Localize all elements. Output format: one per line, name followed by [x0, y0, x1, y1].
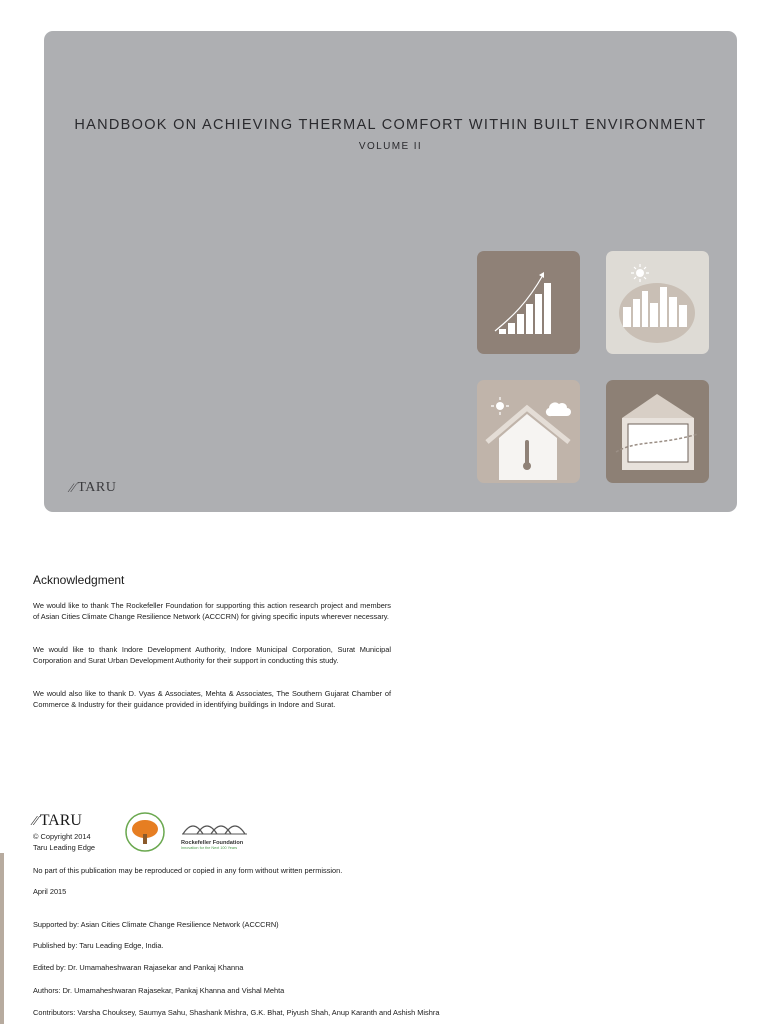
- acknowledgment-paragraph: We would also like to thank D. Vyas & Associates, Mehta & Associates, The Southern Gujarat Chamber of Commerce & Industry for their guidance provided in identifying buildings in Indore and Surat.: [33, 689, 391, 709]
- page-edge-strip: [0, 853, 4, 1024]
- rockefeller-tagline: Innovation for the Next 100 Years: [181, 846, 238, 850]
- copyright-holder: Taru Leading Edge: [33, 843, 96, 852]
- authors: Authors: Dr. Umamaheshwaran Rajasekar, Pankaj Khanna and Vishal Mehta: [33, 986, 285, 995]
- rockefeller-logo: [181, 816, 251, 850]
- rockefeller-logo-text: Rockefeller Foundation: [181, 840, 244, 846]
- cover-panel: [44, 31, 737, 512]
- taru-logo-text: TARU: [39, 812, 82, 829]
- rising-chart-icon: [477, 251, 580, 354]
- cover-subtitle: VOLUME II: [358, 141, 423, 152]
- cover-taru-logo: [70, 480, 116, 496]
- cover-logo-text: TARU: [77, 480, 117, 495]
- city-heat-dome-icon: [606, 251, 709, 354]
- rights-statement: No part of this publication may be reproduced or copied in any form without written permission.: [33, 866, 343, 875]
- acknowledgment-paragraph: We would like to thank Indore Development Authority, Indore Municipal Corporation, Surat Municipal Corporation and Surat Urban Development Authority for their support in conducting this study.: [33, 645, 391, 665]
- acknowledgment-title: Acknowledgment: [33, 573, 125, 587]
- published-by: Published by: Taru Leading Edge, India.: [33, 941, 164, 950]
- taru-mark-icon: ⁄⁄: [33, 814, 38, 829]
- house-thermometer-icon: [477, 380, 580, 483]
- rockefeller-arches-icon: [181, 816, 251, 836]
- house-thermometer-tile: [477, 380, 580, 483]
- rising-chart-tile: [477, 251, 580, 354]
- copyright-line: © Copyright 2014: [33, 832, 91, 841]
- edited-by: Edited by: Dr. Umamaheshwaran Rajasekar and Pankaj Khanna: [33, 963, 244, 972]
- city-heat-tile: [606, 251, 709, 354]
- acknowledgment-paragraph: We would like to thank The Rockefeller Foundation for supporting this action research project and members of Asian Cities Climate Change Resilience Network (ACCCRN) for giving specific inputs wherever necessary.: [33, 601, 391, 621]
- contributors: Contributors: Varsha Chouksey, Saumya Sahu, Shashank Mishra, G.K. Bhat, Piyush Shah, Anup Karanth and Ashish Mishra: [33, 1008, 440, 1017]
- building-airflow-tile: [606, 380, 709, 483]
- cover-title: HANDBOOK ON ACHIEVING THERMAL COMFORT WITHIN BUILT ENVIRONMENT: [74, 117, 707, 133]
- building-airflow-icon: [606, 380, 709, 483]
- taru-mark-icon: ⁄⁄: [70, 480, 76, 495]
- taru-logo: [33, 812, 82, 830]
- publication-date: April 2015: [33, 887, 67, 896]
- acccrn-logo-icon: [124, 810, 166, 854]
- supported-by: Supported by: Asian Cities Climate Change Resilience Network (ACCCRN): [33, 920, 279, 929]
